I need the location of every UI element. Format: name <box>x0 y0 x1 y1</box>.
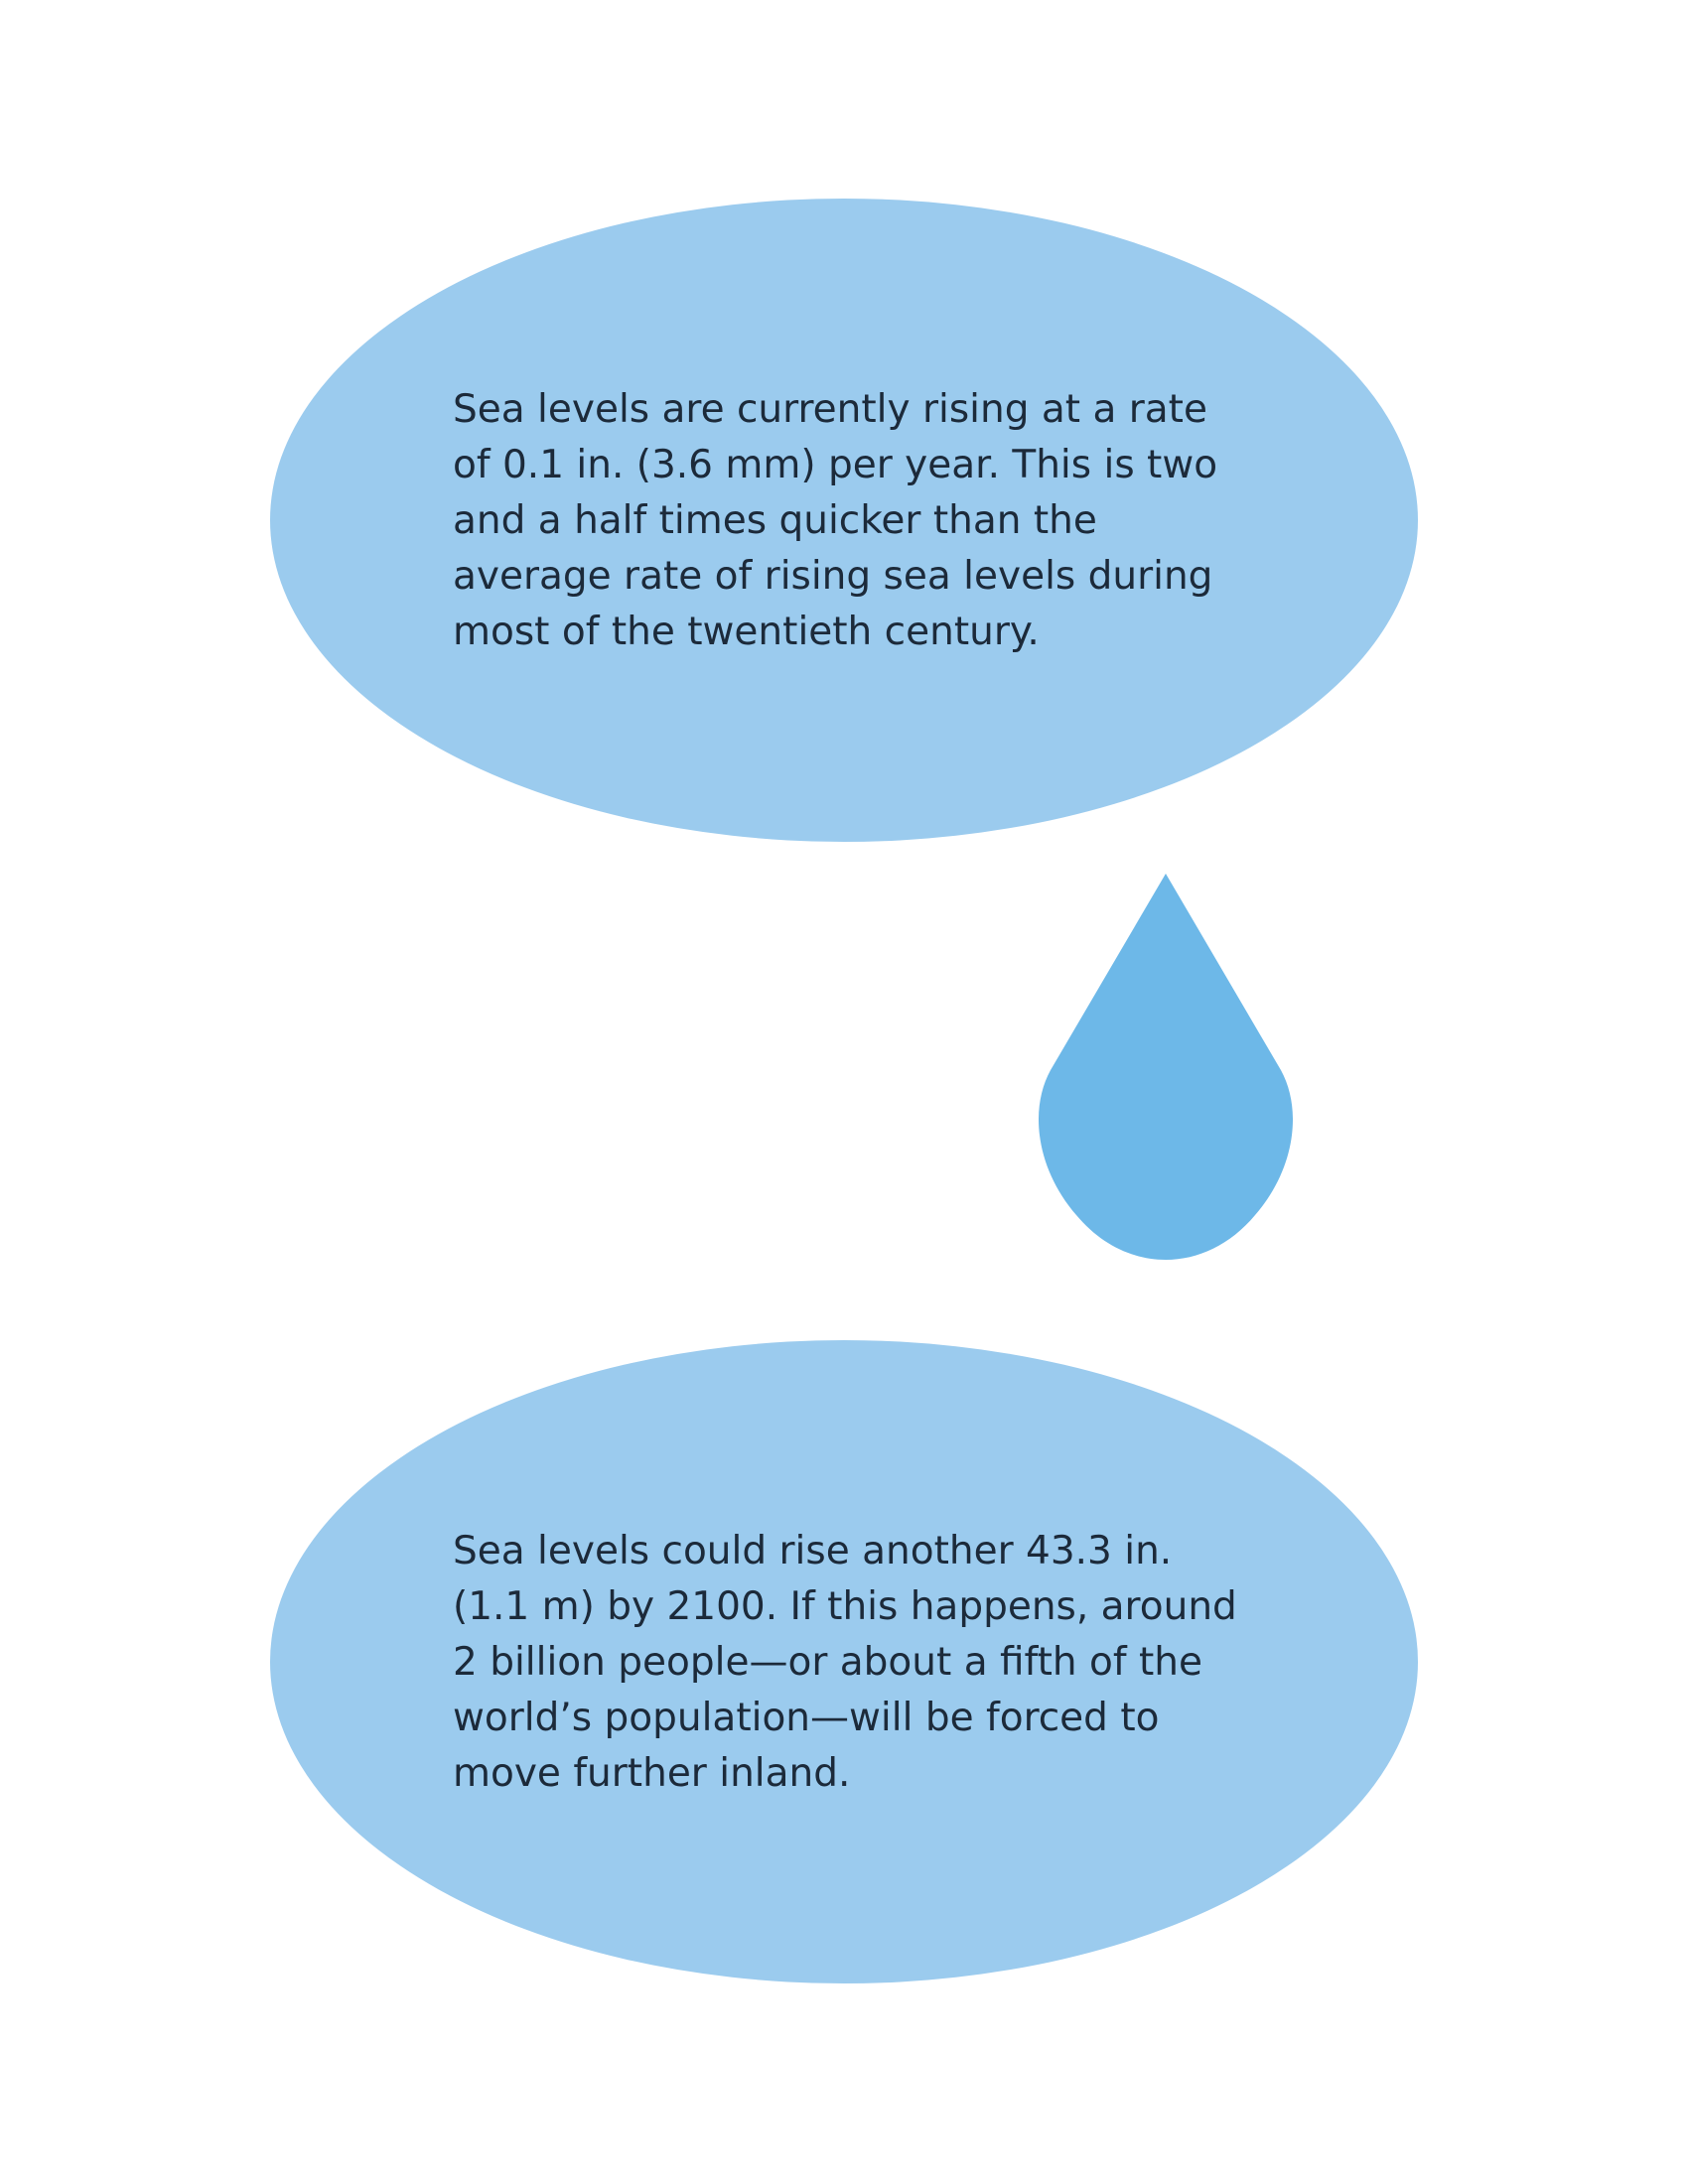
fact-text-current-rate: Sea levels are currently rising at a rate of 0.1 in. (3.6 mm) per year. This is two and a half times quicker than the average rate of rising sea levels during most of the twentieth century. <box>453 387 1218 654</box>
water-drop-shape <box>1039 874 1293 1260</box>
fact-text-projection: Sea levels could rise another 43.3 in. (1.1 m) by 2100. If this happens, around 2 billion people—or about a fifth of the world’s population—will be forced to move further inland. <box>453 1529 1237 1796</box>
water-drop-icon <box>1039 874 1293 1263</box>
